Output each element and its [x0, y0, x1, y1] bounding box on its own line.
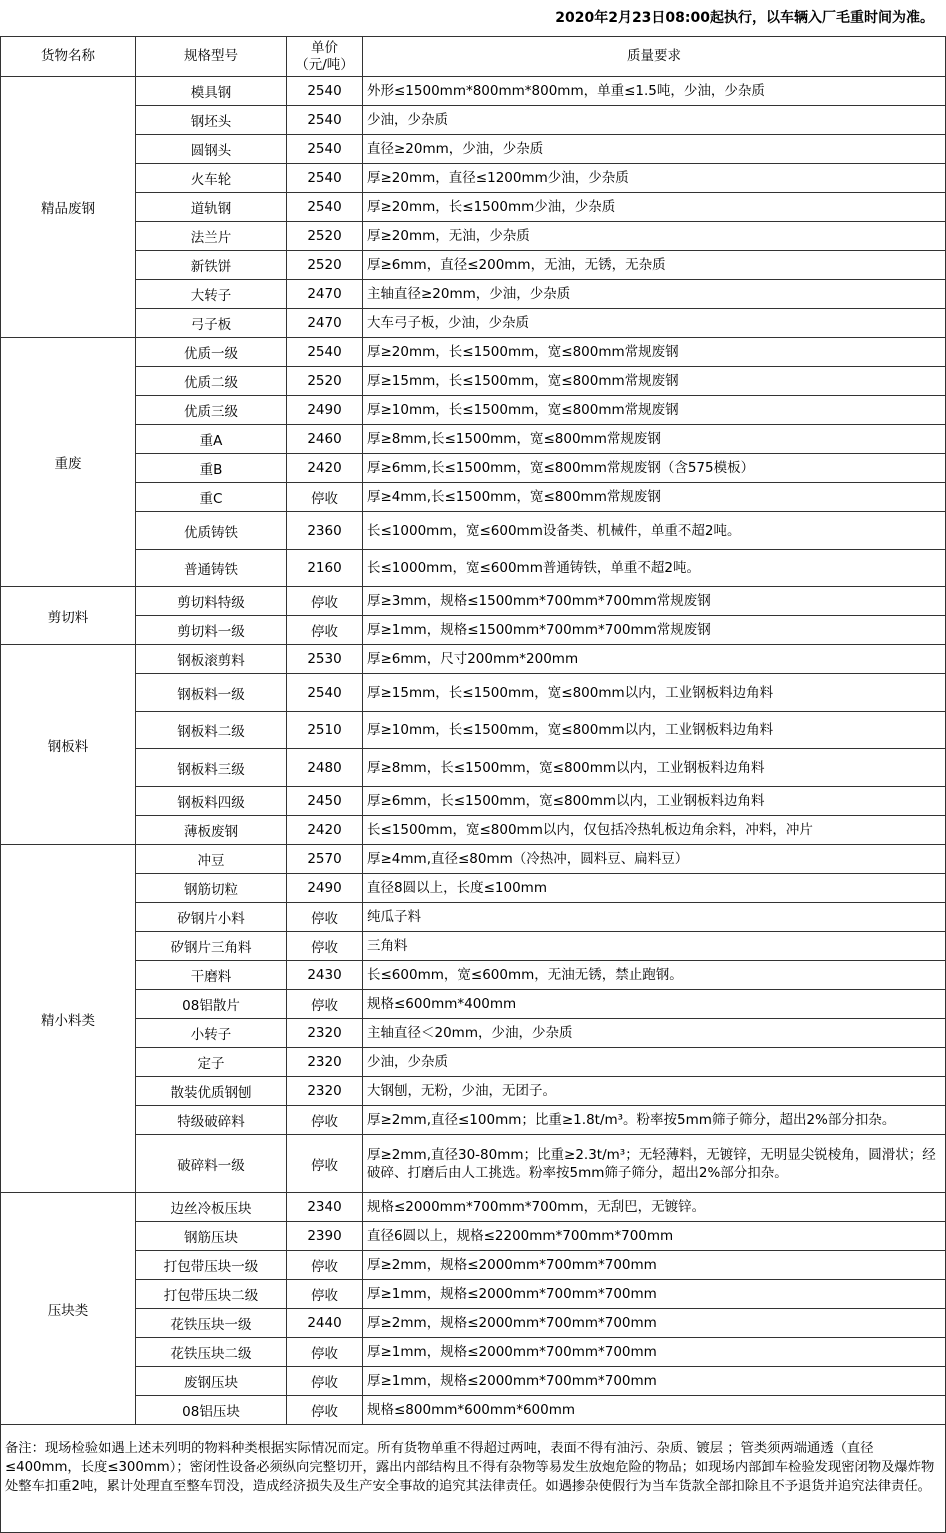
header-price-line2: （元/吨）: [295, 56, 354, 73]
model-cell: 钢坯头: [136, 106, 287, 135]
model-cell: 钢板料一级: [136, 674, 287, 712]
table-row: [1, 1338, 946, 1367]
quality-cell: 直径6圆以上，规格≤2200mm*700mm*700mm: [363, 1222, 946, 1251]
quality-cell: 少油，少杂质: [363, 106, 946, 135]
quality-cell: 厚≥2mm，规格≤2000mm*700mm*700mm: [363, 1251, 946, 1280]
model-cell: 钢板滚剪料: [136, 645, 287, 674]
model-cell: 大转子: [136, 280, 287, 309]
price-cell: 2570: [287, 845, 363, 874]
model-cell: 边丝冷板压块: [136, 1193, 287, 1222]
model-cell: 弓子板: [136, 309, 287, 338]
header-model: 规格型号: [136, 37, 287, 77]
model-cell: 优质三级: [136, 396, 287, 425]
price-cell: 2390: [287, 1222, 363, 1251]
header-name: 货物名称: [1, 37, 136, 77]
quality-cell: 厚≥1mm，规格≤1500mm*700mm*700mm常规废钢: [363, 616, 946, 645]
model-cell: 重B: [136, 454, 287, 483]
table-row: [1, 1309, 946, 1338]
quality-cell: 厚≥6mm，尺寸200mm*200mm: [363, 645, 946, 674]
model-cell: 散装优质钢刨: [136, 1077, 287, 1106]
table-row: [1, 1222, 946, 1251]
price-cell: 停收: [287, 483, 363, 512]
table-row: [1, 367, 946, 396]
price-cell: 2480: [287, 749, 363, 787]
model-cell: 钢板料三级: [136, 749, 287, 787]
table-row: [1, 990, 946, 1019]
quality-cell: 长≤1500mm，宽≤800mm以内，仅包括冷热轧板边角余料，冲料，冲片: [363, 816, 946, 845]
table-row: [1, 616, 946, 645]
price-cell: 2540: [287, 77, 363, 106]
table-row: [1, 1251, 946, 1280]
quality-cell: 厚≥6mm，直径≤200mm，无油，无锈，无杂质: [363, 251, 946, 280]
quality-cell: 厚≥8mm，长≤1500mm，宽≤800mm以内，工业钢板料边角料: [363, 749, 946, 787]
model-cell: 矽钢片三角料: [136, 932, 287, 961]
table-row: [1, 1106, 946, 1135]
quality-cell: 大钢刨，无粉，少油，无团子。: [363, 1077, 946, 1106]
table-row: [1, 1019, 946, 1048]
price-cell: 2450: [287, 787, 363, 816]
price-cell: 2540: [287, 193, 363, 222]
table-row: [1, 77, 946, 106]
table-row: [1, 903, 946, 932]
price-cell: 停收: [287, 903, 363, 932]
table-row: [1, 483, 946, 512]
header-row: [1, 37, 946, 77]
model-cell: 普通铸铁: [136, 550, 287, 587]
quality-cell: 少油，少杂质: [363, 1048, 946, 1077]
quality-cell: 大车弓子板，少油，少杂质: [363, 309, 946, 338]
quality-cell: 厚≥4mm,直径≤80mm（冷热冲，圆料豆、扁料豆）: [363, 845, 946, 874]
price-cell: 停收: [287, 1338, 363, 1367]
quality-cell: 厚≥15mm，长≤1500mm，宽≤800mm以内，工业钢板料边角料: [363, 674, 946, 712]
quality-cell: 厚≥10mm，长≤1500mm，宽≤800mm以内，工业钢板料边角料: [363, 712, 946, 749]
price-cell: 停收: [287, 616, 363, 645]
category-cell: 精小料类: [1, 845, 136, 1193]
table-row: [1, 845, 946, 874]
model-cell: 废钢压块: [136, 1367, 287, 1396]
model-cell: 剪切料一级: [136, 616, 287, 645]
table-row: [1, 674, 946, 712]
price-cell: 2540: [287, 674, 363, 712]
quality-cell: 长≤1000mm，宽≤600mm普通铸铁，单重不超2吨。: [363, 550, 946, 587]
table-row: [1, 1193, 946, 1222]
model-cell: 优质二级: [136, 367, 287, 396]
quality-cell: 厚≥20mm，长≤1500mm少油，少杂质: [363, 193, 946, 222]
quality-cell: 厚≥1mm，规格≤2000mm*700mm*700mm: [363, 1338, 946, 1367]
quality-cell: 厚≥2mm，规格≤2000mm*700mm*700mm: [363, 1309, 946, 1338]
table-row: [1, 1048, 946, 1077]
model-cell: 08铝散片: [136, 990, 287, 1019]
model-cell: 优质一级: [136, 338, 287, 367]
table-row: [1, 280, 946, 309]
table-row: [1, 512, 946, 550]
quality-cell: 厚≥10mm，长≤1500mm，宽≤800mm常规废钢: [363, 396, 946, 425]
table-row: [1, 338, 946, 367]
price-table: [0, 36, 946, 1533]
model-cell: 圆钢头: [136, 135, 287, 164]
model-cell: 法兰片: [136, 222, 287, 251]
price-cell: 停收: [287, 1106, 363, 1135]
table-row: [1, 396, 946, 425]
price-cell: 停收: [287, 587, 363, 616]
quality-cell: 厚≥6mm,长≤1500mm，宽≤800mm常规废钢（含575模板）: [363, 454, 946, 483]
price-cell: 2540: [287, 106, 363, 135]
model-cell: 小转子: [136, 1019, 287, 1048]
header-quality: 质量要求: [363, 37, 946, 77]
model-cell: 重C: [136, 483, 287, 512]
table-row: [1, 454, 946, 483]
table-row: [1, 1396, 946, 1425]
header-price-line1: 单价: [311, 39, 338, 56]
price-cell: 停收: [287, 990, 363, 1019]
quality-cell: 厚≥4mm,长≤1500mm，宽≤800mm常规废钢: [363, 483, 946, 512]
table-row: [1, 749, 946, 787]
quality-cell: 厚≥3mm，规格≤1500mm*700mm*700mm常规废钢: [363, 587, 946, 616]
remark-row: [1, 1425, 946, 1533]
price-cell: 2340: [287, 1193, 363, 1222]
quality-cell: 主轴直径＜20mm，少油，少杂质: [363, 1019, 946, 1048]
price-cell: 2490: [287, 396, 363, 425]
category-cell: 钢板料: [1, 645, 136, 845]
model-cell: 打包带压块二级: [136, 1280, 287, 1309]
price-cell: 2320: [287, 1048, 363, 1077]
model-cell: 花铁压块二级: [136, 1338, 287, 1367]
price-cell: 2360: [287, 512, 363, 550]
table-row: [1, 550, 946, 587]
model-cell: 火车轮: [136, 164, 287, 193]
price-cell: 停收: [287, 1367, 363, 1396]
model-cell: 破碎料一级: [136, 1135, 287, 1193]
table-row: [1, 1135, 946, 1193]
price-cell: 2540: [287, 135, 363, 164]
quality-cell: 厚≥1mm，规格≤2000mm*700mm*700mm: [363, 1280, 946, 1309]
table-row: [1, 309, 946, 338]
quality-cell: 长≤600mm，宽≤600mm，无油无锈，禁止跑钢。: [363, 961, 946, 990]
price-cell: 2510: [287, 712, 363, 749]
table-row: [1, 961, 946, 990]
quality-cell: 长≤1000mm，宽≤600mm设备类、机械件，单重不超2吨。: [363, 512, 946, 550]
price-cell: 2470: [287, 280, 363, 309]
model-cell: 打包带压块一级: [136, 1251, 287, 1280]
table-row: [1, 816, 946, 845]
table-row: [1, 425, 946, 454]
table-row: [1, 1367, 946, 1396]
category-cell: 压块类: [1, 1193, 136, 1425]
model-cell: 花铁压块一级: [136, 1309, 287, 1338]
quality-cell: 规格≤600mm*400mm: [363, 990, 946, 1019]
price-cell: 停收: [287, 1135, 363, 1193]
price-cell: 2440: [287, 1309, 363, 1338]
quality-cell: 直径≥20mm，少油，少杂质: [363, 135, 946, 164]
model-cell: 道轨钢: [136, 193, 287, 222]
model-cell: 钢板料二级: [136, 712, 287, 749]
model-cell: 钢板料四级: [136, 787, 287, 816]
quality-cell: 厚≥1mm，规格≤2000mm*700mm*700mm: [363, 1367, 946, 1396]
price-cell: 2420: [287, 454, 363, 483]
price-cell: 停收: [287, 1396, 363, 1425]
table-row: [1, 222, 946, 251]
table-row: [1, 1280, 946, 1309]
quality-cell: 三角料: [363, 932, 946, 961]
quality-cell: 厚≥15mm，长≤1500mm，宽≤800mm常规废钢: [363, 367, 946, 396]
model-cell: 模具钢: [136, 77, 287, 106]
model-cell: 定子: [136, 1048, 287, 1077]
table-row: [1, 787, 946, 816]
effective-notice: 2020年2月23日08:00起执行，以车辆入厂毛重时间为准。: [555, 10, 934, 26]
quality-cell: 厚≥20mm，无油，少杂质: [363, 222, 946, 251]
model-cell: 重A: [136, 425, 287, 454]
table-row: [1, 164, 946, 193]
model-cell: 钢筋切粒: [136, 874, 287, 903]
table-row: [1, 712, 946, 749]
price-cell: 2320: [287, 1077, 363, 1106]
price-cell: 2520: [287, 367, 363, 396]
price-cell: 2460: [287, 425, 363, 454]
table-body: [1, 77, 946, 1425]
quality-cell: 厚≥20mm，直径≤1200mm少油，少杂质: [363, 164, 946, 193]
price-cell: 停收: [287, 1280, 363, 1309]
table-row: [1, 135, 946, 164]
price-cell: 2160: [287, 550, 363, 587]
price-cell: 停收: [287, 932, 363, 961]
quality-cell: 厚≥2mm,直径30-80mm；比重≥2.3t/m³；无轻薄料，无镀锌，无明显尖锐棱角，圆滑状；经破碎、打磨后由人工挑选。粉率按5mm筛子筛分，超出2%部分扣杂。: [363, 1135, 946, 1193]
category-cell: 精品废钢: [1, 77, 136, 338]
model-cell: 矽钢片小料: [136, 903, 287, 932]
category-cell: 剪切料: [1, 587, 136, 645]
quality-cell: 外形≤1500mm*800mm*800mm，单重≤1.5吨，少油，少杂质: [363, 77, 946, 106]
price-cell: 2420: [287, 816, 363, 845]
price-cell: 2540: [287, 164, 363, 193]
table-row: [1, 251, 946, 280]
price-cell: 2430: [287, 961, 363, 990]
model-cell: 优质铸铁: [136, 512, 287, 550]
quality-cell: 厚≥8mm,长≤1500mm，宽≤800mm常规废钢: [363, 425, 946, 454]
model-cell: 08铝压块: [136, 1396, 287, 1425]
model-cell: 干磨料: [136, 961, 287, 990]
remark-text: 备注：现场检验如遇上述未列明的物料种类根据实际情况而定。所有货物单重不得超过两吨，表面不得有油污、杂质、镀层 ；管类须两端通透（直径≤400mm，长度≤300mm）；密闭性设备必须纵向完整切开，露出内部结构且不得有杂物等易发生放炮危险的物品；如现场内部卸车检验发现密闭物及爆炸物处整车扣重2吨，累计处理直至整车罚没，造成经济损失及生产安全事故的追究其法律责任。如遇掺杂使假行为当车货款全部扣除且不予退货并追究法律责任。: [1, 1425, 946, 1533]
price-cell: 2490: [287, 874, 363, 903]
table-row: [1, 645, 946, 674]
model-cell: 新铁饼: [136, 251, 287, 280]
model-cell: 钢筋压块: [136, 1222, 287, 1251]
quality-cell: 纯瓜子料: [363, 903, 946, 932]
quality-cell: 直径8圆以上，长度≤100mm: [363, 874, 946, 903]
quality-cell: 厚≥2mm,直径≤100mm；比重≥1.8t/m³。粉率按5mm筛子筛分，超出2%部分扣杂。: [363, 1106, 946, 1135]
price-cell: 2530: [287, 645, 363, 674]
quality-cell: 厚≥6mm，长≤1500mm，宽≤800mm以内，工业钢板料边角料: [363, 787, 946, 816]
category-cell: 重废: [1, 338, 136, 587]
table-row: [1, 193, 946, 222]
quality-cell: 主轴直径≥20mm，少油，少杂质: [363, 280, 946, 309]
quality-cell: 规格≤2000mm*700mm*700mm，无刮巴，无镀锌。: [363, 1193, 946, 1222]
price-cell: 停收: [287, 1251, 363, 1280]
table-row: [1, 106, 946, 135]
model-cell: 薄板废钢: [136, 816, 287, 845]
model-cell: 特级破碎料: [136, 1106, 287, 1135]
header-price: [287, 37, 363, 77]
price-cell: 2320: [287, 1019, 363, 1048]
quality-cell: 厚≥20mm，长≤1500mm，宽≤800mm常规废钢: [363, 338, 946, 367]
price-cell: 2520: [287, 251, 363, 280]
table-row: [1, 587, 946, 616]
table-row: [1, 932, 946, 961]
model-cell: 剪切料特级: [136, 587, 287, 616]
price-cell: 2520: [287, 222, 363, 251]
price-cell: 2470: [287, 309, 363, 338]
price-cell: 2540: [287, 338, 363, 367]
model-cell: 冲豆: [136, 845, 287, 874]
table-row: [1, 1077, 946, 1106]
quality-cell: 规格≤800mm*600mm*600mm: [363, 1396, 946, 1425]
table-row: [1, 874, 946, 903]
